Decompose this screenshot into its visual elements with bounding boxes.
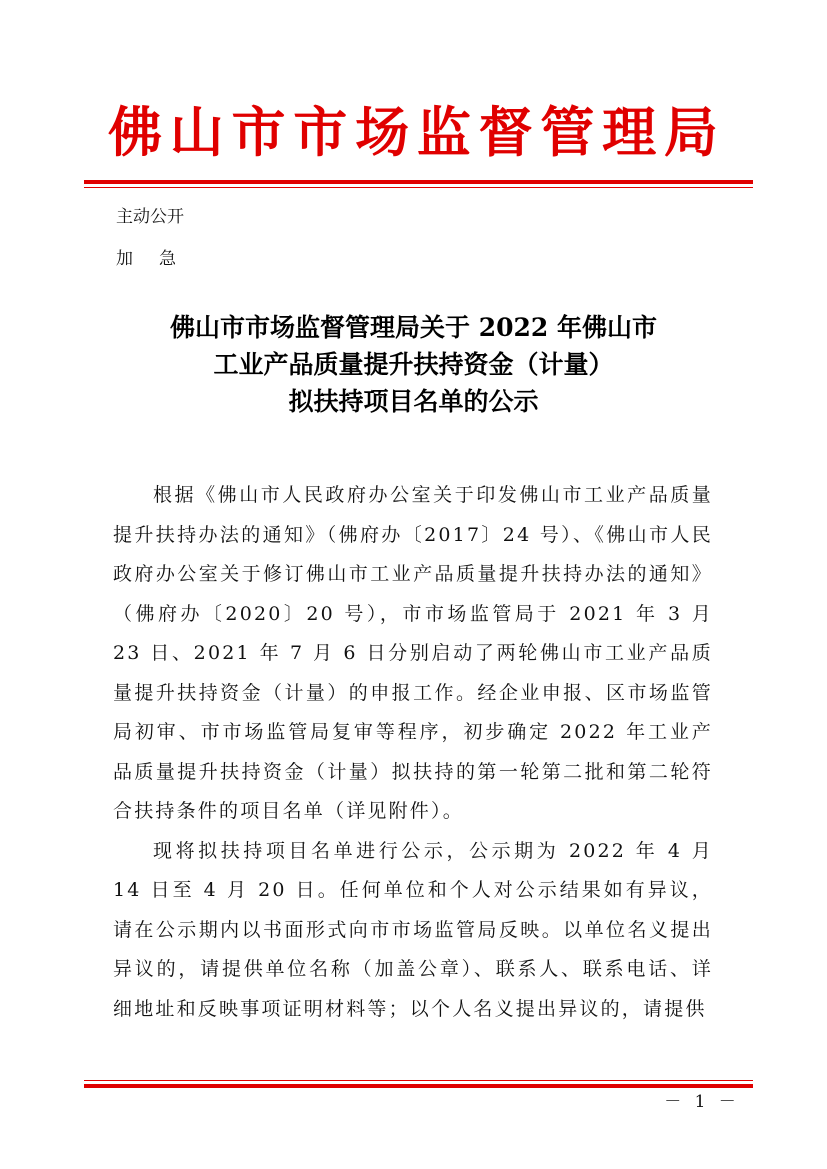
masthead-char: 管 [540, 100, 595, 164]
footer-divider-thin [84, 1080, 753, 1081]
urgency-char: 急 [159, 249, 176, 269]
body-paragraph: 现将拟扶持项目名单进行公示，公示期为 2022 年 4 月 14 日至 4 月 20 日。任何单位和个人对公示结果如有异议，请在公示期内以书面形式向市市场监管局反映。以单位名义提出异议的，请提供单位名称（加盖公章）、联系人、联系电话、详细地址和反映事项证明材料等；以个人名义提出异议的，请提供 [113, 839, 713, 1020]
disclosure-label: 主动公开 [116, 207, 184, 227]
masthead-char: 山 [169, 100, 224, 164]
header-divider-thin [84, 187, 753, 188]
footer-divider-thick [84, 1084, 753, 1088]
masthead-char: 佛 [108, 100, 162, 164]
masthead-char: 理 [602, 100, 657, 164]
title-line: 工业产品质量提升扶持资金（计量） [213, 350, 614, 379]
body-paragraph: 根据《佛山市人民政府办公室关于印发佛山市工业产品质量提升扶持办法的通知》（佛府办〔2017〕24 号）、《佛山市人民政府办公室关于修订佛山市工业产品质量提升扶持办法的通知》（佛府办〔2020〕20 号），市市场监管局于 2021 年 3 月 23 日、2021 年 7 月 6 日分别启动了两轮佛山市工业产品质量提升扶持资金（计量）的申报工作。经企业申报、区市场监管局初审、市市场监管局复审等程序，初步确定 2022 年工业产品质量提升扶持资金（计量）拟扶持的第一轮第二批和第二轮符合扶持条件的项目名单（详见附件）。 [113, 484, 713, 822]
masthead-char: 监 [416, 100, 471, 164]
page-number: － 1 － [664, 1092, 740, 1112]
masthead-char: 市 [293, 100, 348, 164]
masthead-char: 场 [355, 100, 410, 164]
masthead-char: 市 [231, 100, 286, 164]
masthead-title [108, 96, 718, 168]
masthead-char: 督 [478, 100, 533, 164]
document-body [113, 476, 713, 1029]
header-divider-thick [84, 180, 753, 184]
urgency-char: 加 [116, 249, 133, 269]
urgency-label [116, 244, 176, 269]
masthead-char: 局 [663, 100, 718, 164]
title-line: 拟扶持项目名单的公示 [288, 387, 539, 416]
title-line: 佛山市市场监督管理局关于 2022 年佛山市 [170, 313, 657, 342]
document-title [100, 309, 727, 420]
